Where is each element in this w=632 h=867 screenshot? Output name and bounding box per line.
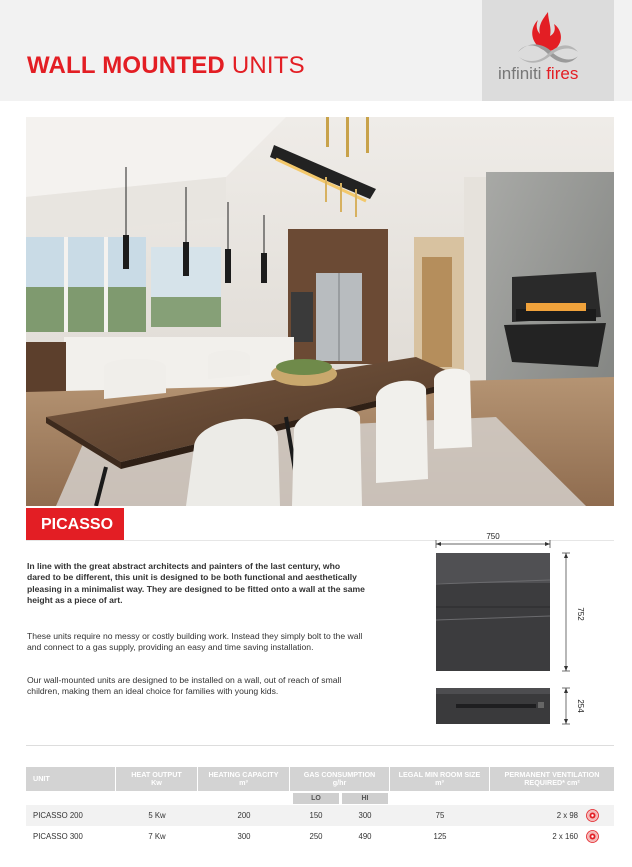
ventilation-badge-icon <box>586 830 599 843</box>
dimension-height-label: 752 <box>576 607 585 621</box>
cell-heat-output: 7 Kw <box>148 832 166 841</box>
photo-illustration <box>26 117 614 506</box>
title-light: UNITS <box>231 52 305 79</box>
header-legal-min-room-size: LEGAL MIN ROOM SIZE m³ <box>390 767 490 791</box>
description-paragraph-3: Our wall-mounted units are designed to be installed on a wall, out of reach of small children, making them an ideal choice for families with young kids. <box>27 675 342 697</box>
cell-room-size: 75 <box>435 811 445 820</box>
cell-room-size: 125 <box>433 832 447 841</box>
cell-unit: PICASSO 300 <box>33 832 83 841</box>
cell-unit: PICASSO 200 <box>33 811 83 820</box>
header-heat-output: HEAT OUTPUT Kw <box>116 767 198 791</box>
spec-table <box>26 767 614 847</box>
cell-hi: 300 <box>358 811 372 820</box>
flame-logo-icon <box>512 8 584 66</box>
table-separator <box>26 745 614 746</box>
dimension-width-label: 750 <box>486 532 500 541</box>
cell-lo: 250 <box>309 832 323 841</box>
logo-text-infiniti: infiniti <box>498 64 542 83</box>
product-name-tab <box>26 508 124 541</box>
dimension-depth-label: 254 <box>576 699 585 713</box>
header-heating-capacity: HEATING CAPACITY m³ <box>198 767 290 791</box>
table-subheader <box>26 791 614 805</box>
dimension-diagram <box>430 528 590 740</box>
logo-text-fires: fires <box>546 64 579 83</box>
dining-room-fireplace-photo <box>26 117 614 506</box>
brand-logo <box>482 0 614 101</box>
cell-capacity: 300 <box>237 832 251 841</box>
description-paragraph-1: In line with the great abstract architects and painters of the last century, who dared to be different, this unit is designed to be both functional and aesthetically pleasing in a minimalist way. They are designed to be fitted onto a wall at the same height as a piece of art. <box>27 561 365 606</box>
product-name: PICASSO <box>41 516 114 533</box>
table-row <box>26 805 614 826</box>
cell-lo: 150 <box>309 811 323 820</box>
subheader-lo: LO <box>293 793 339 804</box>
page-header <box>0 0 632 101</box>
header-unit: UNIT <box>26 767 116 791</box>
page-title <box>27 52 305 80</box>
description-paragraph-2: These units require no messy or costly building work. Instead they simply bolt to the wall and connect to a gas supply, providing an easy and time saving installation. <box>27 631 363 653</box>
table-header <box>26 767 614 791</box>
cell-hi: 490 <box>358 832 372 841</box>
cell-heat-output: 5 Kw <box>148 811 166 820</box>
header-permanent-ventilation: PERMANENT VENTILATION REQUIRED* cm² <box>504 770 600 787</box>
header-gas-consumption: GAS CONSUMPTION g/hr <box>290 767 390 791</box>
cell-capacity: 200 <box>237 811 251 820</box>
subheader-hi: HI <box>342 793 388 804</box>
cell-ventilation: 2 x 98 <box>556 811 578 820</box>
table-row <box>26 826 614 847</box>
cell-ventilation: 2 x 160 <box>552 832 578 841</box>
logo-wordmark <box>498 64 578 84</box>
ventilation-badge-icon <box>586 809 599 822</box>
title-bold: WALL MOUNTED <box>27 52 225 79</box>
